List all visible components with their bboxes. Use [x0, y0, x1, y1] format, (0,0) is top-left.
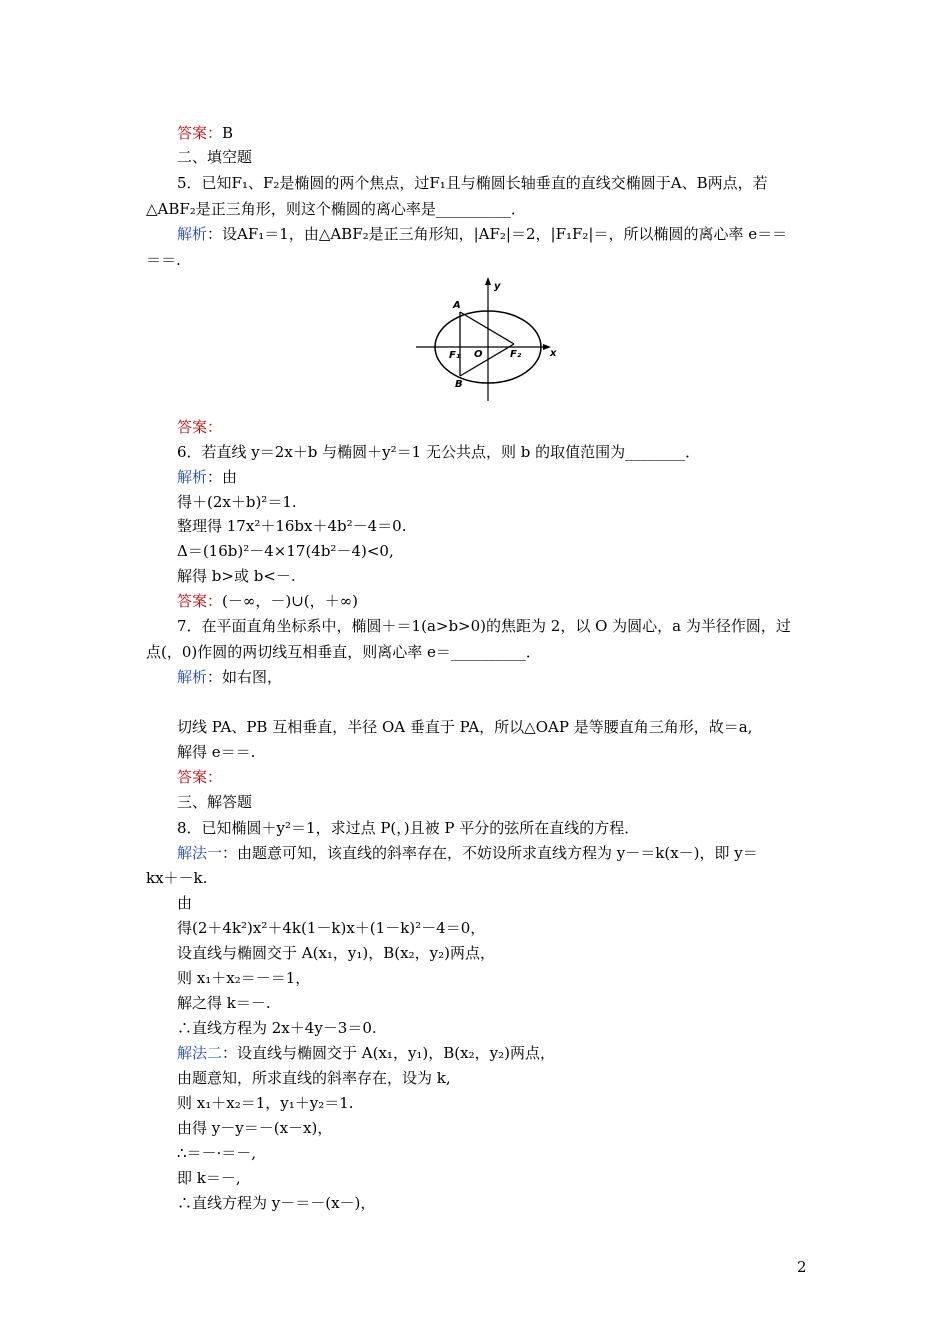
- q5-solution-line2: ＝＝.: [146, 251, 181, 269]
- answer-q7: 答案：: [177, 768, 223, 786]
- q6-solution: 解析：由: [177, 468, 238, 486]
- q5-line2: △ABF₂是正三角形，则这个椭圆的离心率是__________．: [146, 200, 526, 218]
- q7-step2: 解得 e＝＝.: [177, 743, 256, 761]
- answer-q4: 答案：B: [177, 124, 234, 142]
- q8-m2-step2: 则 x₁＋x₂＝1，y₁＋y₂＝1.: [177, 1094, 354, 1112]
- segment-bf2: [460, 344, 514, 376]
- label-f2: F₂: [510, 349, 522, 360]
- answer-q5: 答案：: [177, 418, 223, 436]
- ellipse-figure: [410, 275, 575, 405]
- q7-solution: 解析：如右图，: [177, 668, 283, 686]
- q6-line1: 6．若直线 y＝2x＋b 与椭圆＋y²＝1 无公共点，则 b 的取值范围为________．: [177, 443, 701, 461]
- label-o: O: [474, 349, 483, 360]
- q7-line1: 7．在平面直角坐标系中，椭圆＋＝1(a>b>0)的焦距为 2，以 O 为圆心，a 为半径作圆，过: [177, 617, 791, 635]
- q6-step3: Δ＝(16b)²－4×17(4b²－4)<0,: [177, 542, 394, 560]
- q5-solution: 解析：设AF₁＝1，由△ABF₂是正三角形知，|AF₂|＝2，|F₁F₂|＝，所以椭圆的离心率 e＝＝: [177, 225, 788, 243]
- label-b: B: [455, 379, 463, 390]
- segment-af2: [460, 312, 514, 344]
- q8-m2-step5: 即 k＝－,: [177, 1169, 241, 1187]
- page-number: 2: [797, 1258, 807, 1276]
- q8-m1-step2: 由: [177, 894, 193, 912]
- q8-m1-step5: 则 x₁＋x₂＝－＝1，: [177, 969, 311, 987]
- q8-method1: 解法一：由题意可知，该直线的斜率存在，不妨设所求直线方程为 y－＝k(x－)，即 y＝: [177, 844, 758, 862]
- q8-line1: 8．已知椭圆＋y²＝1，求过点 P(，)且被 P 平分的弦所在直线的方程．: [177, 819, 640, 837]
- label-a: A: [453, 300, 461, 311]
- q6-step1: 得＋(2x＋b)²＝1.: [177, 493, 297, 511]
- label-x: x: [550, 348, 557, 359]
- q7-step1: 切线 PA、PB 互相垂直，半径 OA 垂直于 PA，所以△OAP 是等腰直角三角形，故＝a,: [177, 718, 753, 736]
- q6-step2: 整理得 17x²＋16bx＋4b²－4＝0.: [177, 517, 407, 535]
- q8-m1-step3: 得(2＋4k²)x²＋4k(1－k)x＋(1－k)²－4＝0，: [177, 919, 486, 937]
- section-solve: 三、解答题: [177, 793, 253, 811]
- q5-line1: 5．已知F₁、F₂是椭圆的两个焦点，过F₁且与椭圆长轴垂直的直线交椭圆于A、B两点，若: [177, 174, 768, 192]
- section-fill-in: 二、填空题: [177, 148, 253, 166]
- q8-m2-step1: 由题意知，所求直线的斜率存在，设为 k,: [177, 1069, 451, 1087]
- q8-m2-step4: ∴＝－·＝－,: [177, 1144, 257, 1162]
- label-f1: F₁: [449, 350, 461, 361]
- label-y: y: [494, 281, 501, 292]
- q8-m2-step3: 由得 y－y＝－(x－x)，: [177, 1119, 333, 1137]
- q8-m1-step6: 解之得 k＝－.: [177, 994, 271, 1012]
- q8-m1-step4: 设直线与椭圆交于 A(x₁，y₁)，B(x₂，y₂)两点，: [177, 944, 495, 962]
- q8-m1-step7: ∴直线方程为 2x＋4y－3＝0.: [177, 1019, 377, 1037]
- answer-q6: 答案：(－∞，－)∪(，＋∞): [177, 592, 358, 610]
- q8-m1-step1: kx＋－k.: [146, 869, 208, 887]
- y-axis-arrow-icon: [485, 277, 491, 285]
- q7-line2: 点(，0)作圆的两切线互相垂直，则离心率 e＝__________．: [146, 643, 541, 661]
- q8-method2: 解法二：设直线与椭圆交于 A(x₁，y₁)，B(x₂，y₂)两点，: [177, 1044, 555, 1062]
- q6-step4: 解得 b>或 b<－.: [177, 567, 296, 585]
- q8-m2-step6: ∴直线方程为 y－＝－(x－)，: [177, 1194, 376, 1212]
